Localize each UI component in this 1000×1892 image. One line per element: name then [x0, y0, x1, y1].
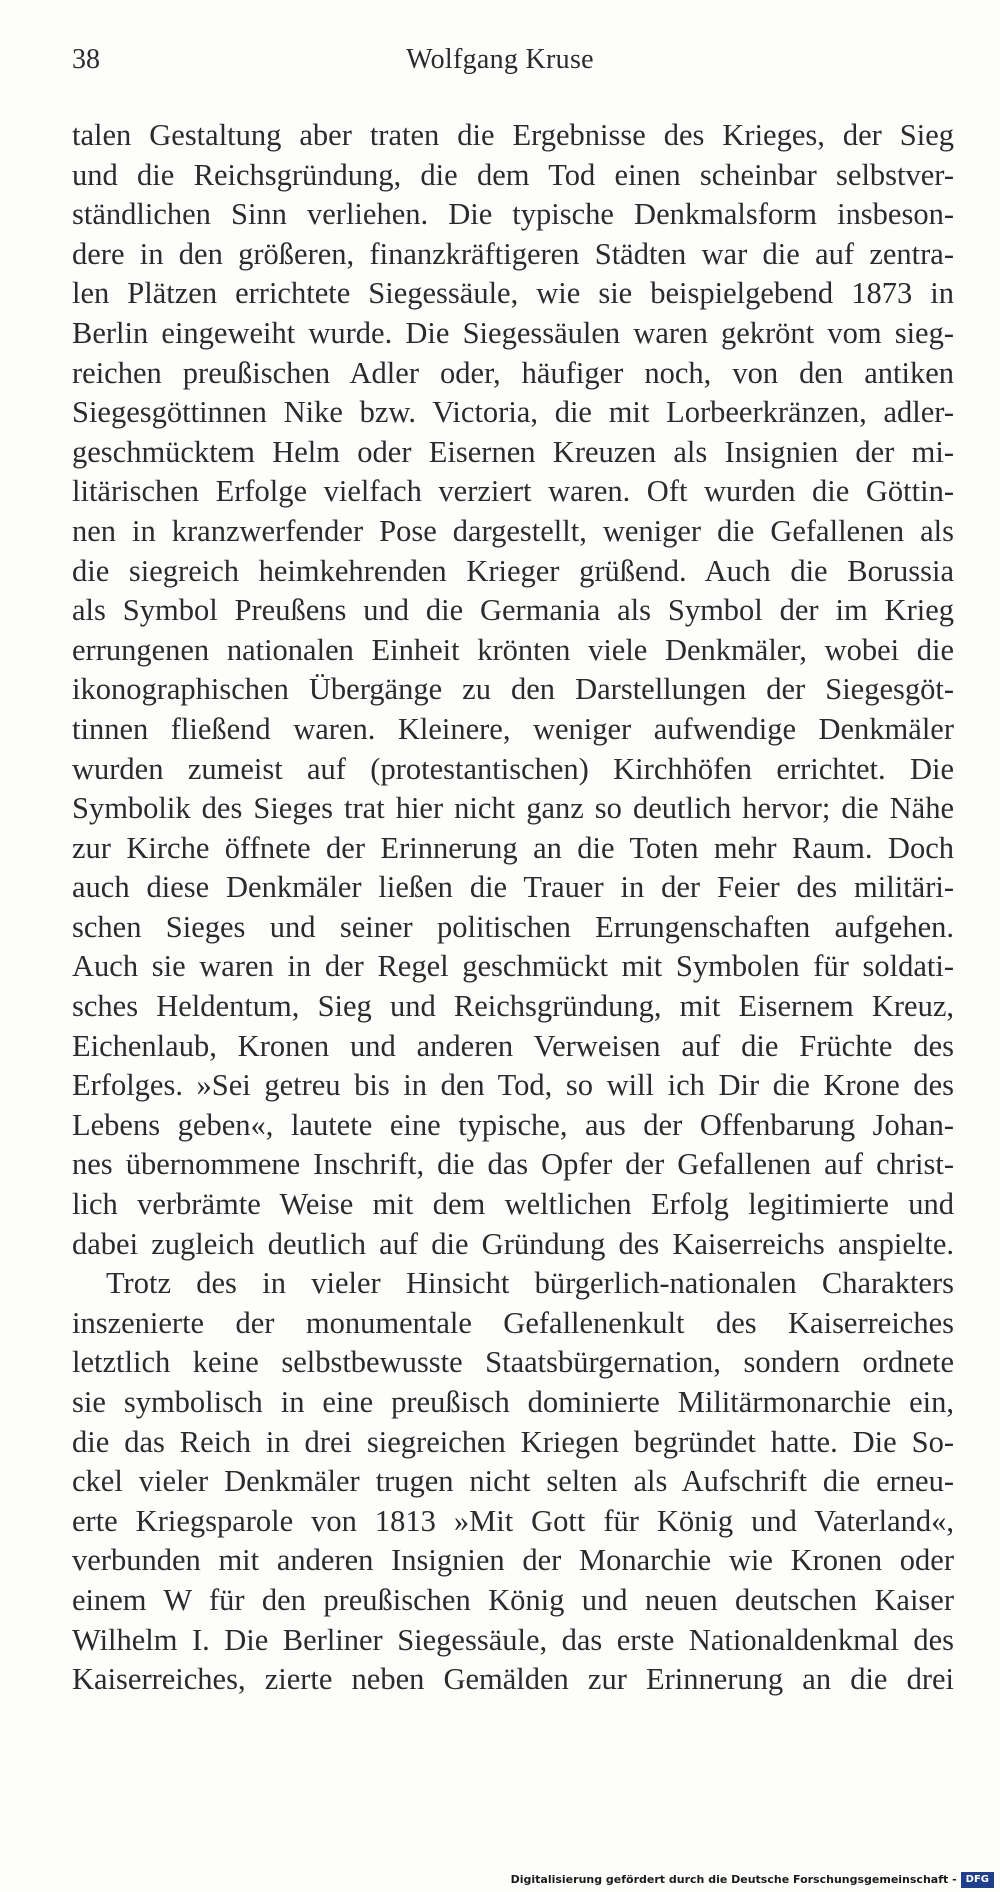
text-line: dabei zugleich deutlich auf die Gründung des Kaiserreichs anspielte.	[72, 1226, 954, 1261]
text-line: ständlichen Sinn verliehen. Die typische Denkmalsform insbeson-	[72, 197, 954, 232]
text-line: als Symbol Preußens und die Germania als Symbol der im Krieg	[72, 593, 954, 628]
text-line: len Plätzen errichtete Siegessäule, wie sie beispielgebend 1873 in	[72, 276, 954, 311]
text-line: verbunden mit anderen Insignien der Monarchie wie Kronen oder	[72, 1543, 954, 1578]
text-line: Eichenlaub, Kronen und anderen Verweisen auf die Früchte des	[72, 1028, 954, 1063]
text-line: talen Gestaltung aber traten die Ergebnisse des Krieges, der Sieg	[72, 118, 954, 152]
text-line: dere in den größeren, finanzkräftigeren Städten war die auf zentra-	[72, 236, 954, 271]
text-line: errungenen nationalen Einheit krönten viele Denkmäler, wobei die	[72, 632, 954, 667]
text-line: geschmücktem Helm oder Eisernen Kreuzen als Insignien der mi-	[72, 434, 954, 469]
text-line: Siegesgöttinnen Nike bzw. Victoria, die mit Lorbeerkränzen, adler-	[72, 395, 954, 430]
text-line: zur Kirche öffnete der Erinnerung an die Toten mehr Raum. Doch	[72, 830, 954, 865]
text-line: Lebens geben«, lautete eine typische, aus der Offenbarung Johan-	[72, 1107, 954, 1142]
text-line: schen Sieges und seiner politischen Errungenschaften aufgehen.	[72, 909, 954, 944]
text-line: lich verbrämte Weise mit dem weltlichen Erfolg legitimierte und	[72, 1187, 954, 1222]
text-line: Trotz des in vieler Hinsicht bürgerlich-nationalen Charakters	[106, 1266, 954, 1301]
body-text	[72, 116, 954, 1700]
text-line: ckel vieler Denkmäler trugen nicht selten als Aufschrift die erneu-	[72, 1464, 954, 1499]
text-line: letztlich keine selbstbewusste Staatsbürgernation, sondern ordnete	[72, 1345, 954, 1380]
text-line: und die Reichsgründung, die dem Tod einen scheinbar selbstver-	[72, 157, 954, 192]
running-head: Wolfgang Kruse	[406, 44, 594, 75]
text-line: inszenierte der monumentale Gefallenenkult des Kaiserreiches	[72, 1305, 954, 1340]
digitization-credit	[511, 1872, 994, 1888]
page-number: 38	[72, 44, 100, 75]
text-line: Erfolges. »Sei getreu bis in den Tod, so will ich Dir die Krone des	[72, 1068, 954, 1103]
text-line: ikonographischen Übergänge zu den Darstellungen der Siegesgöt-	[72, 672, 954, 707]
text-line: Symbolik des Sieges trat hier nicht ganz so deutlich hervor; die Nähe	[72, 791, 954, 826]
dfg-logo: DFG	[961, 1872, 994, 1888]
text-line: Kaiserreiches, zierte neben Gemälden zur Erinnerung an die drei	[72, 1662, 954, 1697]
text-line: nen in kranzwerfender Pose dargestellt, weniger die Gefallenen als	[72, 513, 954, 548]
text-line: einem W für den preußischen König und neuen deutschen Kaiser	[72, 1582, 954, 1617]
text-line: die siegreich heimkehrenden Krieger grüßend. Auch die Borussia	[72, 553, 954, 588]
text-line: nes übernommene Inschrift, die das Opfer der Gefallenen auf christ-	[72, 1147, 954, 1182]
text-line: sches Heldentum, Sieg und Reichsgründung, mit Eisernem Kreuz,	[72, 989, 954, 1024]
text-line: wurden zumeist auf (protestantischen) Kirchhöfen errichtet. Die	[72, 751, 954, 786]
text-line: Wilhelm I. Die Berliner Siegessäule, das erste Nationaldenkmal des	[72, 1622, 954, 1657]
text-line: reichen preußischen Adler oder, häufiger noch, von den antiken	[72, 355, 954, 390]
text-line: die das Reich in drei siegreichen Kriegen begründet hatte. Die So-	[72, 1424, 954, 1459]
text-line: litärischen Erfolge vielfach verziert waren. Oft wurden die Göttin-	[72, 474, 954, 509]
text-line: Berlin eingeweiht wurde. Die Siegessäulen waren gekrönt vom sieg-	[72, 315, 954, 350]
text-line: erte Kriegsparole von 1813 »Mit Gott für König und Vaterland«,	[72, 1503, 954, 1538]
credit-text: Digitalisierung gefördert durch die Deutsche Forschungsgemeinschaft -	[510, 1873, 957, 1886]
text-line: tinnen fließend waren. Kleinere, weniger aufwendige Denkmäler	[72, 711, 954, 746]
text-line: auch diese Denkmäler ließen die Trauer in der Feier des militäri-	[72, 870, 954, 905]
text-line: sie symbolisch in eine preußisch dominierte Militärmonarchie ein,	[72, 1385, 954, 1419]
text-line: Auch sie waren in der Regel geschmückt mit Symbolen für soldati-	[72, 949, 954, 984]
